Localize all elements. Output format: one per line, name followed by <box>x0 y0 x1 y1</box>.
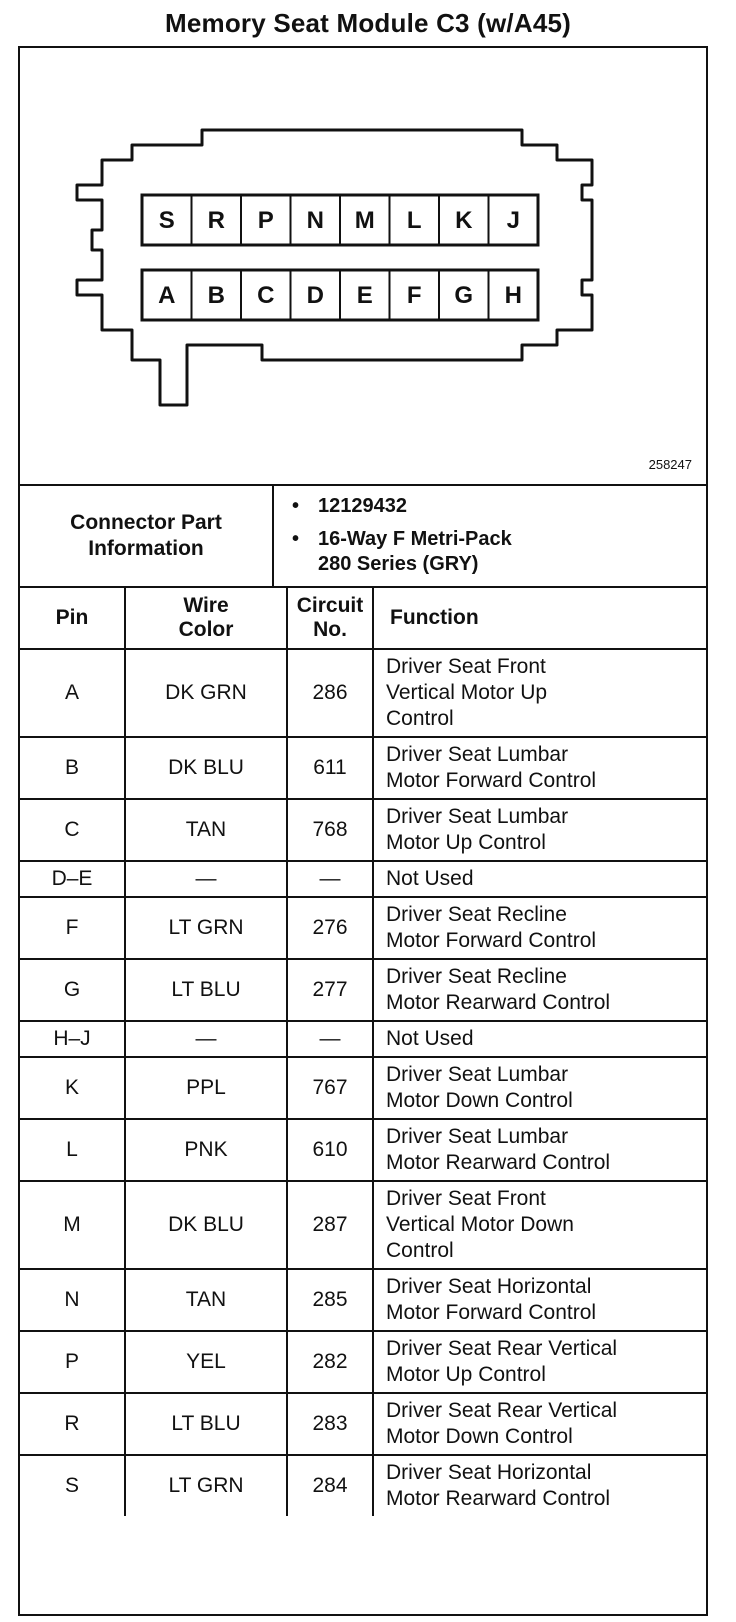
wire-color-cell: TAN <box>125 799 287 861</box>
pin-label-f: F <box>406 282 422 309</box>
circuit-number-cell: 277 <box>287 959 373 1021</box>
pin-label-m: M <box>354 207 375 234</box>
wire-color-cell: — <box>125 861 287 897</box>
pin-label-r: R <box>207 207 225 234</box>
pin-label-p: P <box>257 207 274 234</box>
function-cell: Driver Seat Rear Vertical Motor Down Control <box>373 1393 706 1455</box>
function-cell: Not Used <box>373 1021 706 1057</box>
wire-color-cell: LT BLU <box>125 959 287 1021</box>
pin-cell: M <box>20 1181 125 1269</box>
pin-cell: G <box>20 959 125 1021</box>
pin-cell: A <box>20 649 125 737</box>
part-info-item <box>292 527 692 577</box>
wire-color-cell: LT GRN <box>125 1455 287 1516</box>
pin-label-k: K <box>455 207 473 234</box>
function-cell: Driver Seat Lumbar Motor Rearward Control <box>373 1119 706 1181</box>
circuit-number-cell: 284 <box>287 1455 373 1516</box>
pin-label-j: J <box>506 207 520 234</box>
part-info-label: Connector Part Information <box>70 511 222 560</box>
table-header-row <box>20 588 706 649</box>
circuit-number-cell: — <box>287 1021 373 1057</box>
bullet-icon: • <box>292 495 300 517</box>
header-wire-color: Wire Color <box>125 588 287 649</box>
pin-cell: F <box>20 897 125 959</box>
function-cell: Driver Seat Lumbar Motor Up Control <box>373 799 706 861</box>
pin-label-l: L <box>406 207 422 234</box>
pin-cell: L <box>20 1119 125 1181</box>
part-number: 12129432 <box>318 495 407 517</box>
connector-part-information <box>20 486 706 586</box>
function-cell: Driver Seat Front Vertical Motor Down Control <box>373 1181 706 1269</box>
pin-label-c: C <box>257 282 275 309</box>
connector-housing-outline <box>77 130 592 405</box>
wire-color-cell: LT BLU <box>125 1393 287 1455</box>
connector-diagram <box>20 48 706 484</box>
bullet-icon: • <box>292 528 300 550</box>
wire-color-cell: PNK <box>125 1119 287 1181</box>
pin-label-h: H <box>504 282 522 309</box>
header-circuit-no: Circuit No. <box>287 588 373 649</box>
table-row <box>20 737 706 799</box>
table-row <box>20 897 706 959</box>
function-cell: Driver Seat Horizontal Motor Forward Control <box>373 1269 706 1331</box>
function-cell: Driver Seat Recline Motor Rearward Control <box>373 959 706 1021</box>
wire-color-cell: DK BLU <box>125 737 287 799</box>
table-row <box>20 1269 706 1331</box>
pin-cell: R <box>20 1393 125 1455</box>
pin-label-g: G <box>454 282 474 309</box>
pin-label-d: D <box>306 282 324 309</box>
wire-color-cell: PPL <box>125 1057 287 1119</box>
pin-label-n: N <box>306 207 324 234</box>
pin-table <box>20 588 706 1516</box>
table-row <box>20 799 706 861</box>
table-row <box>20 1455 706 1516</box>
wire-color-cell: YEL <box>125 1331 287 1393</box>
pin-label-e: E <box>356 282 373 309</box>
pin-label-b: B <box>207 282 225 309</box>
circuit-number-cell: 611 <box>287 737 373 799</box>
function-cell: Driver Seat Rear Vertical Motor Up Control <box>373 1331 706 1393</box>
wire-color-cell: DK GRN <box>125 649 287 737</box>
wire-color-cell: TAN <box>125 1269 287 1331</box>
pin-label-a: A <box>158 282 176 309</box>
pin-cell: B <box>20 737 125 799</box>
figure-number: 258247 <box>648 457 692 472</box>
table-row <box>20 649 706 737</box>
circuit-number-cell: 283 <box>287 1393 373 1455</box>
table-row <box>20 1021 706 1057</box>
circuit-number-cell: — <box>287 861 373 897</box>
pin-cell: C <box>20 799 125 861</box>
table-row <box>20 861 706 897</box>
circuit-number-cell: 276 <box>287 897 373 959</box>
pin-cell: P <box>20 1331 125 1393</box>
wire-color-cell: LT GRN <box>125 897 287 959</box>
part-info-item <box>292 494 692 519</box>
pin-cell: S <box>64 1474 79 1497</box>
table-row <box>20 1181 706 1269</box>
circuit-number-cell: 285 <box>287 1269 373 1331</box>
pin-cell: D–E <box>20 861 125 897</box>
circuit-number-cell: 282 <box>287 1331 373 1393</box>
connector-type: 16-Way F Metri-Pack 280 Series (GRY) <box>318 528 512 575</box>
part-info-divider <box>272 486 274 586</box>
function-cell: Driver Seat Horizontal Motor Rearward Control <box>373 1455 706 1516</box>
pin-cell: N <box>20 1269 125 1331</box>
table-row <box>20 1057 706 1119</box>
table-row <box>20 1119 706 1181</box>
function-cell: Driver Seat Recline Motor Forward Control <box>373 897 706 959</box>
circuit-number-cell: 287 <box>287 1181 373 1269</box>
circuit-number-cell: 768 <box>287 799 373 861</box>
table-row <box>20 959 706 1021</box>
connector-sheet <box>18 46 708 1616</box>
header-pin: Pin <box>20 588 125 649</box>
pin-cell: K <box>20 1057 125 1119</box>
function-cell: Driver Seat Lumbar Motor Down Control <box>373 1057 706 1119</box>
wire-color-cell: — <box>125 1021 287 1057</box>
table-row <box>20 1331 706 1393</box>
pin-cell: H–J <box>20 1021 125 1057</box>
table-row <box>20 1393 706 1455</box>
function-cell: Not Used <box>373 861 706 897</box>
part-info-list <box>292 494 692 585</box>
circuit-number-cell: 286 <box>287 649 373 737</box>
wire-color-cell: DK BLU <box>125 1181 287 1269</box>
function-cell: Driver Seat Front Vertical Motor Up Control <box>373 649 706 737</box>
circuit-number-cell: 767 <box>287 1057 373 1119</box>
header-function: Function <box>373 588 706 649</box>
circuit-number-cell: 610 <box>287 1119 373 1181</box>
pin-label-s: S <box>158 207 175 234</box>
function-cell: Driver Seat Lumbar Motor Forward Control <box>373 737 706 799</box>
page-title: Memory Seat Module C3 (w/A45) <box>165 8 571 38</box>
